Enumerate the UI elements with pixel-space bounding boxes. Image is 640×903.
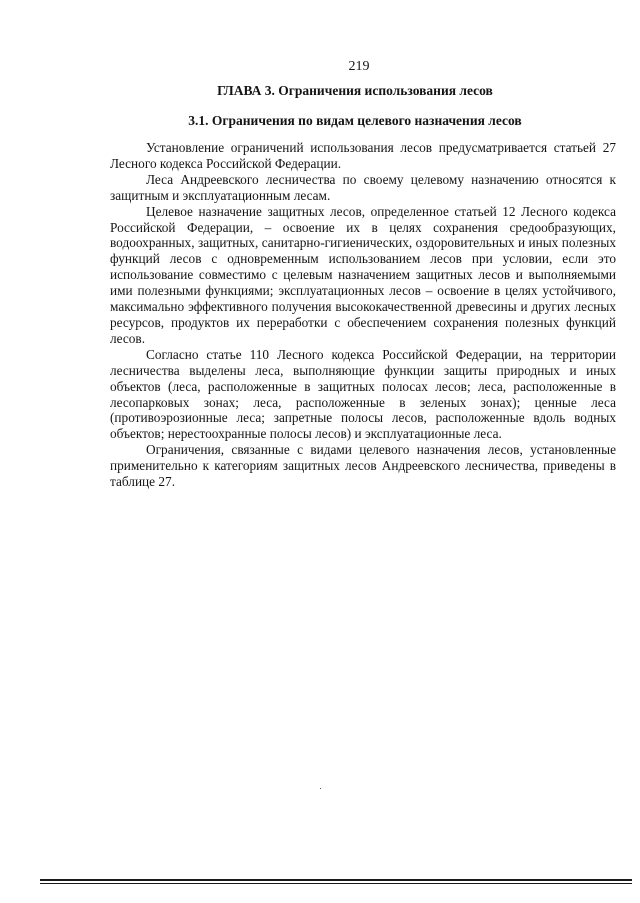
chapter-title: ГЛАВА 3. Ограничения использования лесов [217, 83, 493, 98]
body-text [110, 140, 616, 490]
page-number: 219 [348, 59, 370, 74]
paragraph-2: Леса Андреевского лесничества по своему целевому назначению относятся к защитным и эксплуатационным лесам. [110, 171, 616, 203]
footer-rule [40, 879, 632, 881]
footer-rule-thin [40, 883, 632, 884]
paragraph-1: Установление ограничений использования лесов предусматривается статьей 27 Лесного кодекса Российской Федерации. [110, 140, 616, 171]
paragraph-5: Ограничения, связанные с видами целевого назначения лесов, установленные применительно к категориям защитных лесов Андреевского лесничества, приведены в таблице 27. [110, 442, 616, 490]
paragraph-3: Целевое назначение защитных лесов, определенное статьей 12 Лесного кодекса Российской Федерации, – освоение их в целях сохранения средообразующих, водоохранных, защитных, санитарно-гигиенических, оздоровительных и иных полезных функций лесов с одновременным использованием лесов при условии, если это использование совместимо с целевым назначением защитных лесов и выполняемыми ими полезными функциями; эксплуатационных лесов – освоение в целях устойчивого, максимально эффективного получения высококачественной древесины и других лесных ресурсов, продуктов их переработки с обеспечением сохранения полезных функций лесов. [110, 203, 616, 346]
section-title: 3.1. Ограничения по видам целевого назначения лесов [188, 113, 522, 128]
scan-speck [320, 788, 321, 789]
paragraph-4: Согласно статье 110 Лесного кодекса Российской Федерации, на территории лесничества выделены леса, выполняющие функции защиты природных и иных объектов (леса, расположенные в защитных полосах лесов; леса, расположенные в лесопарковых зонах; леса, расположенные в зеленых зонах); ценные леса (противоэрозионные леса; запретные полосы лесов, расположенные вдоль водных объектов; нерестоохранные полосы лесов) и эксплуатационные леса. [110, 346, 616, 442]
